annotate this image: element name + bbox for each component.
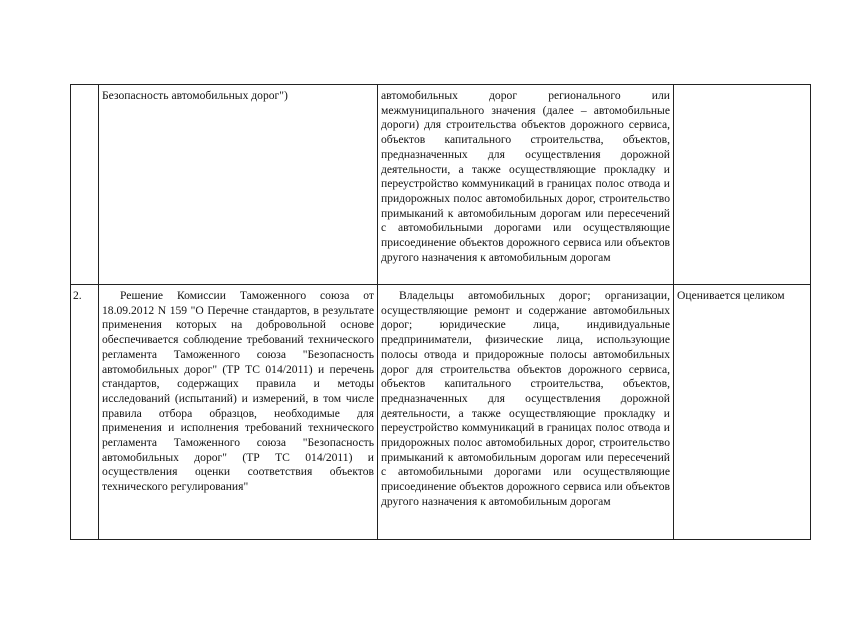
row-number-cell: 2. [71,285,99,540]
regulated-subjects-cell: автомобильных дорог регионального или межмуниципального значения (далее – автомобильные дороги) для строительства объектов дорожного сервиса, объектов капитального строительства, объектов, предназначенных для осуществления дорожной деятельности, а также осуществляющие прокладку и переустройство коммуникаций в границах полос отвода и придорожных полос автомобильных дорог, строительство примыканий к автомобильным дорогам или пересечений с автомобильными дорогами или осуществляющие присоединение объектов дорожного сервиса или объектов другого назначения к автомобильным дорогам [378,85,674,285]
assessment-mode-cell [674,85,811,285]
requirements-table [70,84,811,540]
assessment-mode-cell: Оценивается целиком [674,285,811,540]
document-name-cell: Решение Комиссии Таможенного союза от 18.09.2012 N 159 "О Перечне стандартов, в результате применения которых на добровольной основе обеспечивается соблюдение требований технического регламента Таможенного союза "Безопасность автомобильных дорог" (ТР ТС 014/2011) и перечень стандартов, содержащих правила и методы исследований (испытаний) и измерений, в том числе правила отбора образцов, необходимые для применения и исполнения требований технического регламента Таможенного союза "Безопасность автомобильных дорог" (ТР ТС 014/2011) и осуществления оценки соответствия объектов технического регулирования" [99,285,378,540]
document-name-cell: Безопасность автомобильных дорог") [99,85,378,285]
table-row [71,285,811,540]
row-number-cell [71,85,99,285]
regulated-subjects-cell: Владельцы автомобильных дорог; организации, осуществляющие ремонт и содержание автомобильных дорог; юридические лица, индивидуальные предприниматели, физические лица, использующие полосы отвода и придорожные полосы автомобильных дорог для строительства объектов дорожного сервиса, объектов капитального строительства, объектов, предназначенных для осуществления дорожной деятельности, а также осуществляющие прокладку и переустройство коммуникаций в границах полос отвода и придорожных полос автомобильных дорог, строительство примыканий к автомобильным дорогам или пересечений с автомобильными дорогами или осуществляющие присоединение объектов дорожного сервиса или объектов другого назначения к автомобильным дорогам [378,285,674,540]
table-row [71,85,811,285]
